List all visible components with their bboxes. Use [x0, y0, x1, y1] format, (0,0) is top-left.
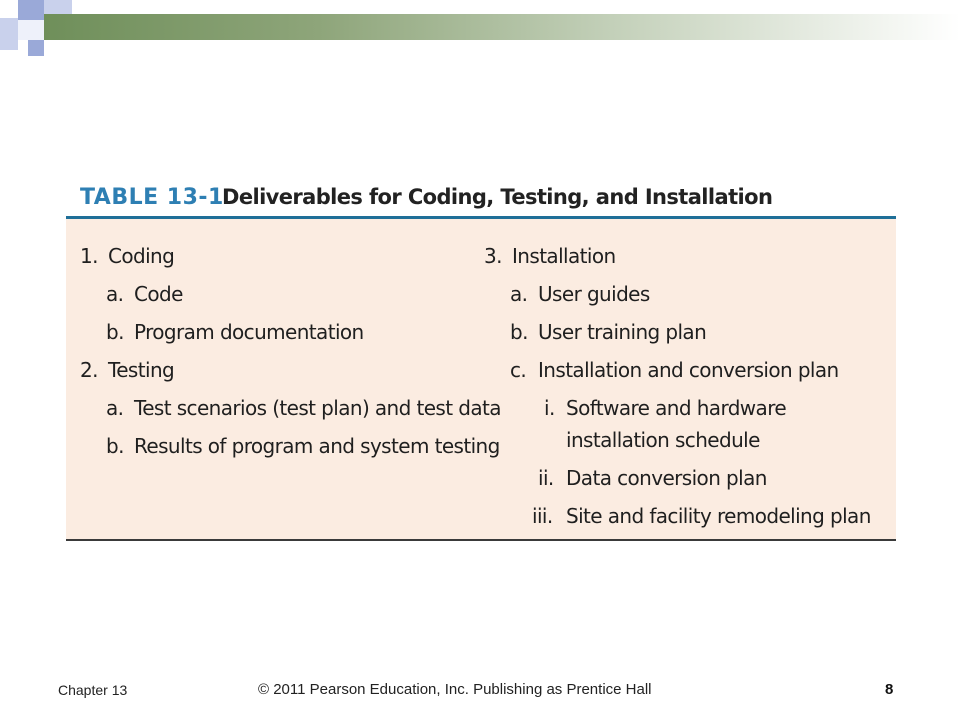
page-number: 8 — [885, 681, 894, 698]
list-item — [80, 351, 480, 389]
list-marker: iii. — [532, 504, 553, 528]
table-bottom-rule — [66, 539, 896, 541]
list-text: Results of program and system testing — [134, 434, 500, 458]
decor-square-blue — [28, 40, 44, 56]
table-number: TABLE 13-1 — [80, 184, 224, 210]
footer-copyright: © 2011 Pearson Education, Inc. Publishing as Prentice Hall — [258, 681, 652, 698]
list-item — [484, 351, 884, 389]
list-item — [484, 497, 884, 535]
list-marker: ii. — [538, 466, 554, 490]
table-right-column — [484, 237, 884, 535]
list-item — [484, 459, 884, 497]
list-text: Site and facility remodeling plan — [566, 504, 871, 528]
list-marker: a. — [106, 282, 124, 306]
list-text: User guides — [538, 282, 650, 306]
list-marker: 1. — [80, 244, 98, 268]
list-item — [80, 275, 480, 313]
table-caption — [80, 178, 772, 216]
list-marker: a. — [510, 282, 528, 306]
list-item — [484, 313, 884, 351]
list-text: Testing — [108, 358, 175, 382]
list-marker: c. — [510, 358, 527, 382]
table-figure — [66, 176, 896, 542]
list-text: Program documentation — [134, 320, 364, 344]
decor-square-blue — [0, 18, 18, 50]
list-marker: b. — [510, 320, 528, 344]
list-text: Installation and conversion plan — [538, 358, 839, 382]
list-item — [484, 275, 884, 313]
list-text: Software and hardware installation schedule — [566, 396, 787, 452]
list-text: Code — [134, 282, 183, 306]
list-item — [80, 313, 480, 351]
list-marker: a. — [106, 396, 124, 420]
footer-chapter: Chapter 13 — [58, 682, 128, 698]
decor-square-blue — [18, 0, 44, 20]
list-text: User training plan — [538, 320, 707, 344]
list-marker: i. — [544, 396, 555, 420]
list-marker: 3. — [484, 244, 502, 268]
list-item — [484, 389, 884, 459]
decor-square-white — [0, 0, 18, 18]
list-marker: b. — [106, 320, 124, 344]
list-item — [80, 389, 501, 427]
list-text: Coding — [108, 244, 175, 268]
table-left-column — [80, 237, 501, 465]
list-text: Test scenarios (test plan) and test data — [134, 396, 501, 420]
list-item — [80, 237, 480, 275]
table-body — [66, 219, 896, 539]
decor-square-white — [18, 20, 44, 40]
decor-square-blue — [44, 0, 72, 14]
list-text: Installation — [512, 244, 616, 268]
list-marker: b. — [106, 434, 124, 458]
list-marker: 2. — [80, 358, 98, 382]
header-gradient-bar — [44, 14, 960, 40]
table-title: Deliverables for Coding, Testing, and Installation — [222, 185, 773, 209]
header-decoration — [0, 0, 960, 64]
list-item — [80, 427, 500, 465]
list-item — [484, 237, 884, 275]
list-text: Data conversion plan — [566, 466, 767, 490]
